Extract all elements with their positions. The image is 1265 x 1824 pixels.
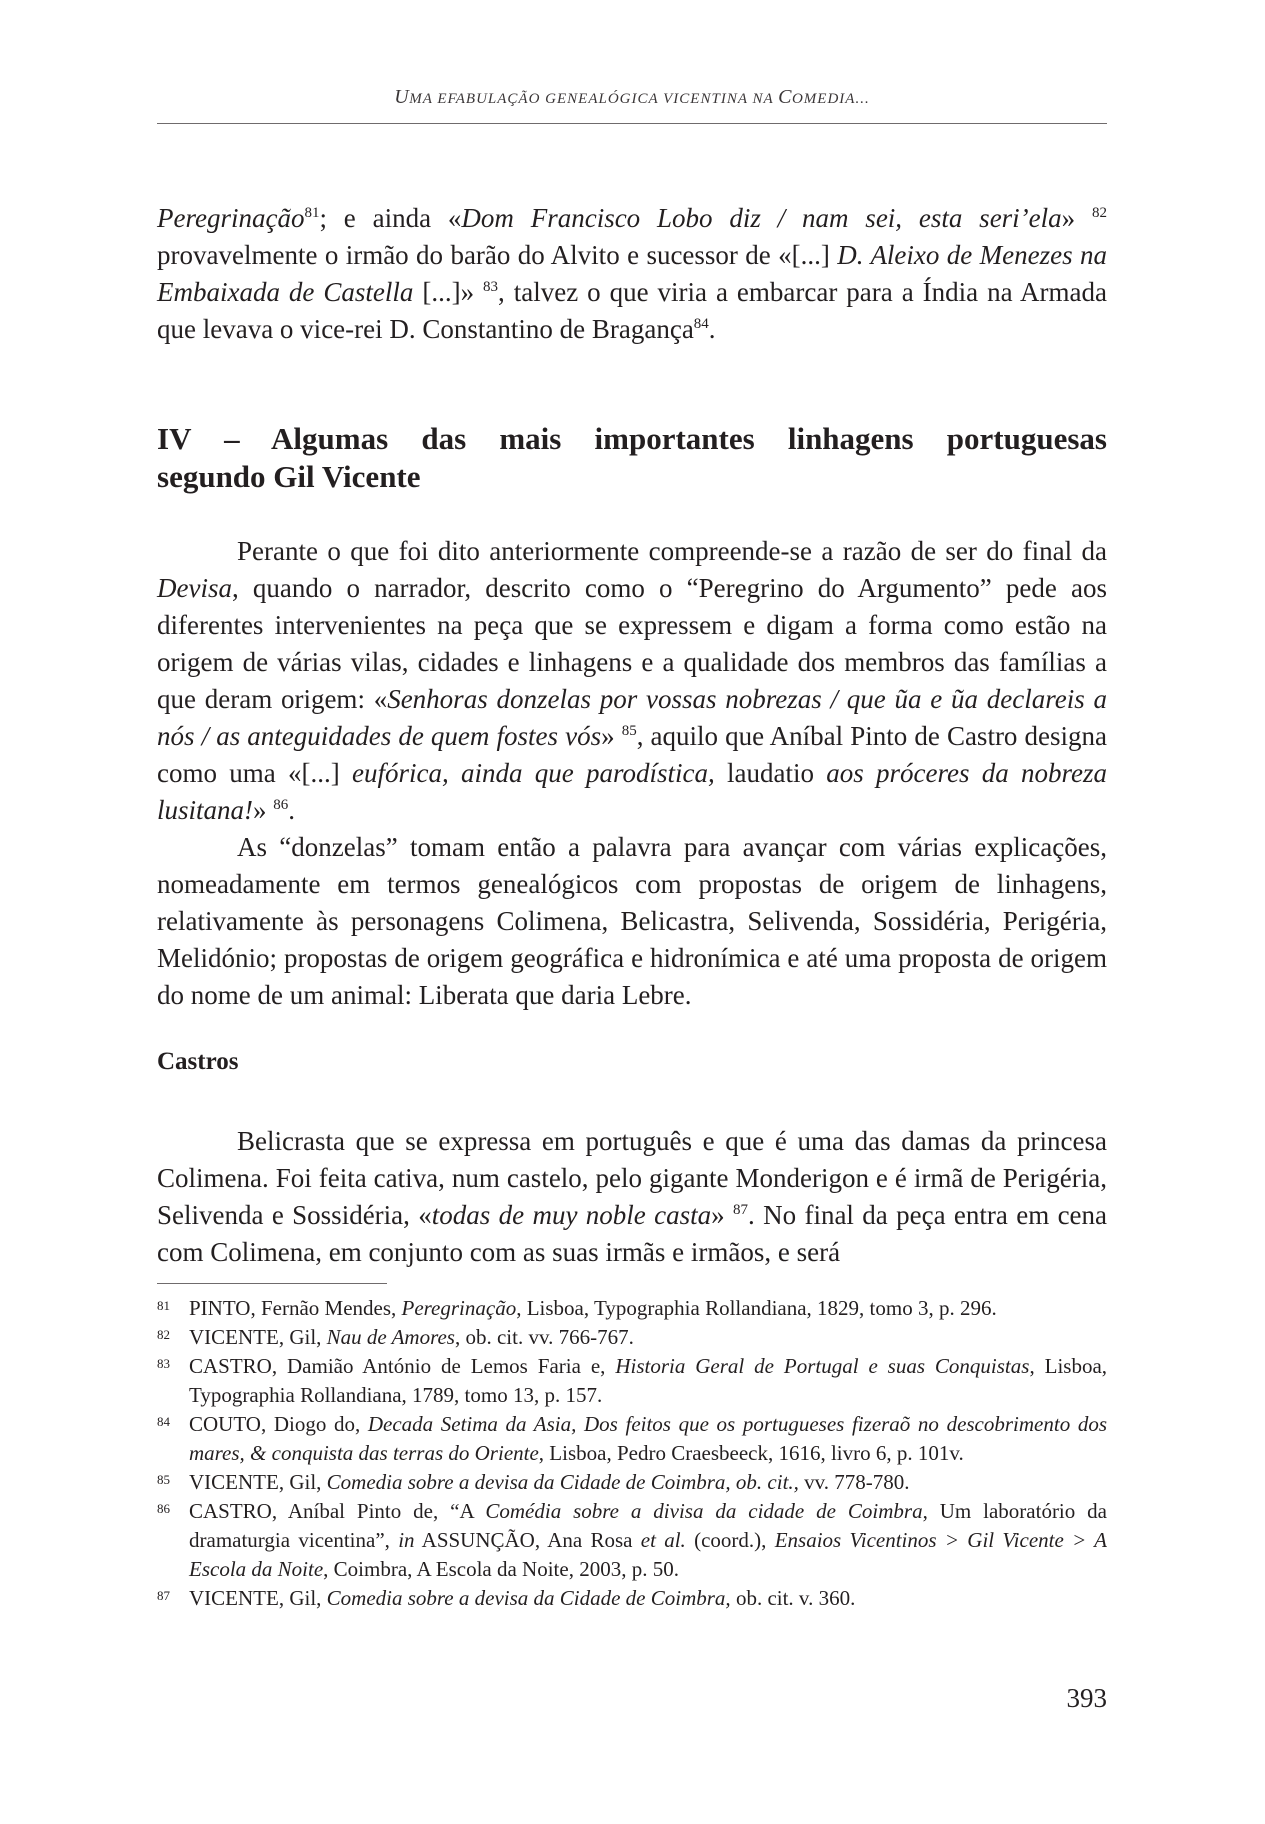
text-italic: Comedia sobre a devisa da Cidade de Coimbra, (326, 1586, 731, 1610)
text: CASTRO, Damião António de Lemos Faria e, (189, 1354, 616, 1378)
subsection-heading: Castros (157, 1048, 239, 1075)
text: , aquilo que Aníbal Pinto de Castro designa como uma «[...] (157, 721, 1108, 788)
running-head-text: U (394, 86, 410, 108)
text-italic: D. Aleixo de Menezes na Embaixada de Castella (157, 240, 1107, 307)
text: » (1061, 203, 1092, 233)
footnote-number: 85 (157, 1472, 170, 1487)
text: ASSUNÇÃO, Ana Rosa (414, 1528, 641, 1552)
text: vv. 778-780. (798, 1470, 910, 1494)
text: ; e ainda « (319, 203, 462, 233)
text-italic: Historia Geral de Portugal e suas Conquistas (615, 1354, 1030, 1378)
text: . No final da peça entra em cena com Colimena, em conjunto com as suas irmãs e irmãos, e será (157, 1200, 1108, 1267)
text-italic: Senhoras donzelas por vossas nobrezas / que ũa e ũa declareis a nós / as anteguidades de quem fostes vós (157, 684, 1107, 751)
text: » (253, 795, 274, 825)
footnote (157, 1323, 1107, 1352)
footnote (157, 1584, 1107, 1613)
footnote-number: 83 (157, 1356, 170, 1371)
footnote-ref[interactable]: 85 (621, 723, 637, 739)
footnote-number: 87 (157, 1588, 170, 1603)
text: , quando o narrador, descrito como o “Peregrino do Argumento” pede aos diferentes intervenientes na peça que se expressem e digam a forma como estão na origem de várias vilas, cidades e linhagens e a qualidade dos membros das famílias a que deram origem: « (157, 573, 1107, 714)
paragraph (157, 1123, 1107, 1271)
text: VICENTE, Gil, (189, 1586, 327, 1610)
text: As “donzelas” tomam então a palavra para avançar com várias explicações, nomeadamente em termos genealógicos com propostas de origem de linhagens, relativamente às personagens Colimena, Belicastra, Selivenda, Sossidéria, Perigéria, Melidónio; propostas de origem geográfica e hidronímica e até uma proposta de origem do nome de um animal: Liberata que daria Lebre. (157, 832, 1107, 1010)
paragraph-continued (157, 200, 1107, 348)
text: , ob. cit. vv. 766-767. (454, 1325, 634, 1349)
text-italic: in (398, 1528, 415, 1552)
footnote-number: 82 (157, 1327, 170, 1342)
text: , talvez o que viria a embarcar para a Índia na Armada que levava o vice-rei D. Constantino de Bragança (157, 277, 1108, 344)
footnote (157, 1410, 1107, 1468)
text: Belicrasta que se expressa em português e que é uma das damas da princesa Colimena. Foi feita cativa, num castelo, pelo gigante Monderigon e é irmã de Perigéria, Selivenda e Sossidéria, « (157, 1126, 1107, 1230)
text: , Lisboa, Pedro Craesbeeck, 1616, livro 6, p. 101v. (538, 1441, 964, 1465)
text-italic: todas de muy noble casta (431, 1200, 712, 1230)
footnote-ref[interactable]: 83 (483, 279, 499, 295)
text: , Lisboa, Typographia Rollandiana, 1789, tomo 13, p. 157. (189, 1354, 1108, 1407)
section-body (157, 533, 1107, 1014)
running-head-text: C (778, 86, 792, 108)
footnote (157, 1352, 1107, 1410)
text: , Um laboratório da dramaturgia vicentina”, (189, 1499, 1107, 1552)
text: [...]» (413, 277, 484, 307)
text: provavelmente o irmão do barão do Alvito e sucessor de «[...] (157, 240, 838, 270)
text-italic: Decada Setima da Asia, Dos feitos que os portugueses fizeraõ no descobrimento dos mares, & conquista das terras do Oriente (189, 1412, 1108, 1465)
text-italic: Peregrinação (401, 1296, 517, 1320)
text: » (601, 721, 622, 751)
footnote-ref[interactable]: 87 (733, 1202, 748, 1218)
text-italic: aos próceres da nobreza lusitana! (157, 758, 1107, 825)
section-heading-line: IV – Algumas das mais importantes linhagens portuguesas (157, 421, 1107, 456)
footnote-ref[interactable]: 84 (693, 316, 709, 332)
footnote-ref[interactable]: 86 (273, 797, 289, 813)
footnote-ref[interactable]: 81 (304, 205, 320, 221)
text: (coord.), (685, 1528, 775, 1552)
page-number: 393 (1066, 1683, 1107, 1713)
footnote (157, 1468, 1107, 1497)
footnotes (157, 1294, 1107, 1613)
text: PINTO, Fernão Mendes, (189, 1296, 402, 1320)
text: . (708, 314, 716, 344)
footnote-number: 84 (157, 1414, 170, 1429)
section-heading-line: segundo Gil Vicente (157, 459, 421, 494)
text-italic: Nau de Amores (326, 1325, 455, 1349)
paragraph (157, 829, 1107, 1014)
header-rule (157, 123, 1107, 124)
subsection-body (157, 1123, 1107, 1271)
footnote-number: 86 (157, 1501, 170, 1516)
text-italic: eufórica, ainda que parodística, (351, 758, 715, 788)
footnote-number: 81 (157, 1298, 170, 1313)
text: COUTO, Diogo do, (189, 1412, 368, 1436)
text: ob. cit. v. 360. (730, 1586, 856, 1610)
text: . (288, 795, 296, 825)
text: CASTRO, Aníbal Pinto de, “A (189, 1499, 486, 1523)
text-italic: Peregrinação (157, 203, 305, 233)
text-italic: Comedia sobre a devisa da Cidade de Coimbra, ob. cit., (326, 1470, 799, 1494)
text-italic: Comédia sobre a divisa da cidade de Coimbra (485, 1499, 923, 1523)
text-italic: Devisa (157, 573, 232, 603)
text-italic: Ensaios Vicentinos > Gil Vicente > A Escola da Noite (189, 1528, 1107, 1581)
footnote-rule (157, 1283, 387, 1284)
section-heading (157, 420, 1107, 496)
text-italic: Dom Francisco Lobo diz / nam sei, esta seri’ela (461, 203, 1062, 233)
running-head (157, 86, 1107, 109)
running-head-text: OMEDIA... (791, 91, 870, 107)
footnote (157, 1497, 1107, 1584)
text: , Coimbra, A Escola da Noite, 2003, p. 50. (323, 1557, 679, 1581)
text: » (711, 1200, 733, 1230)
text: VICENTE, Gil, (189, 1470, 327, 1494)
running-head-text: MA EFABULAÇÃO GENEALÓGICA VICENTINA NA (409, 91, 779, 107)
text: Perante o que foi dito anteriormente compreende-se a razão de ser do final da (237, 536, 1107, 566)
paragraph (157, 533, 1107, 829)
footnote (157, 1294, 1107, 1323)
footnote-ref[interactable]: 82 (1092, 205, 1107, 221)
text: laudatio (714, 758, 827, 788)
text-italic: et al. (640, 1528, 686, 1552)
text: VICENTE, Gil, (189, 1325, 327, 1349)
text: , Lisboa, Typographia Rollandiana, 1829, tomo 3, p. 296. (516, 1296, 997, 1320)
